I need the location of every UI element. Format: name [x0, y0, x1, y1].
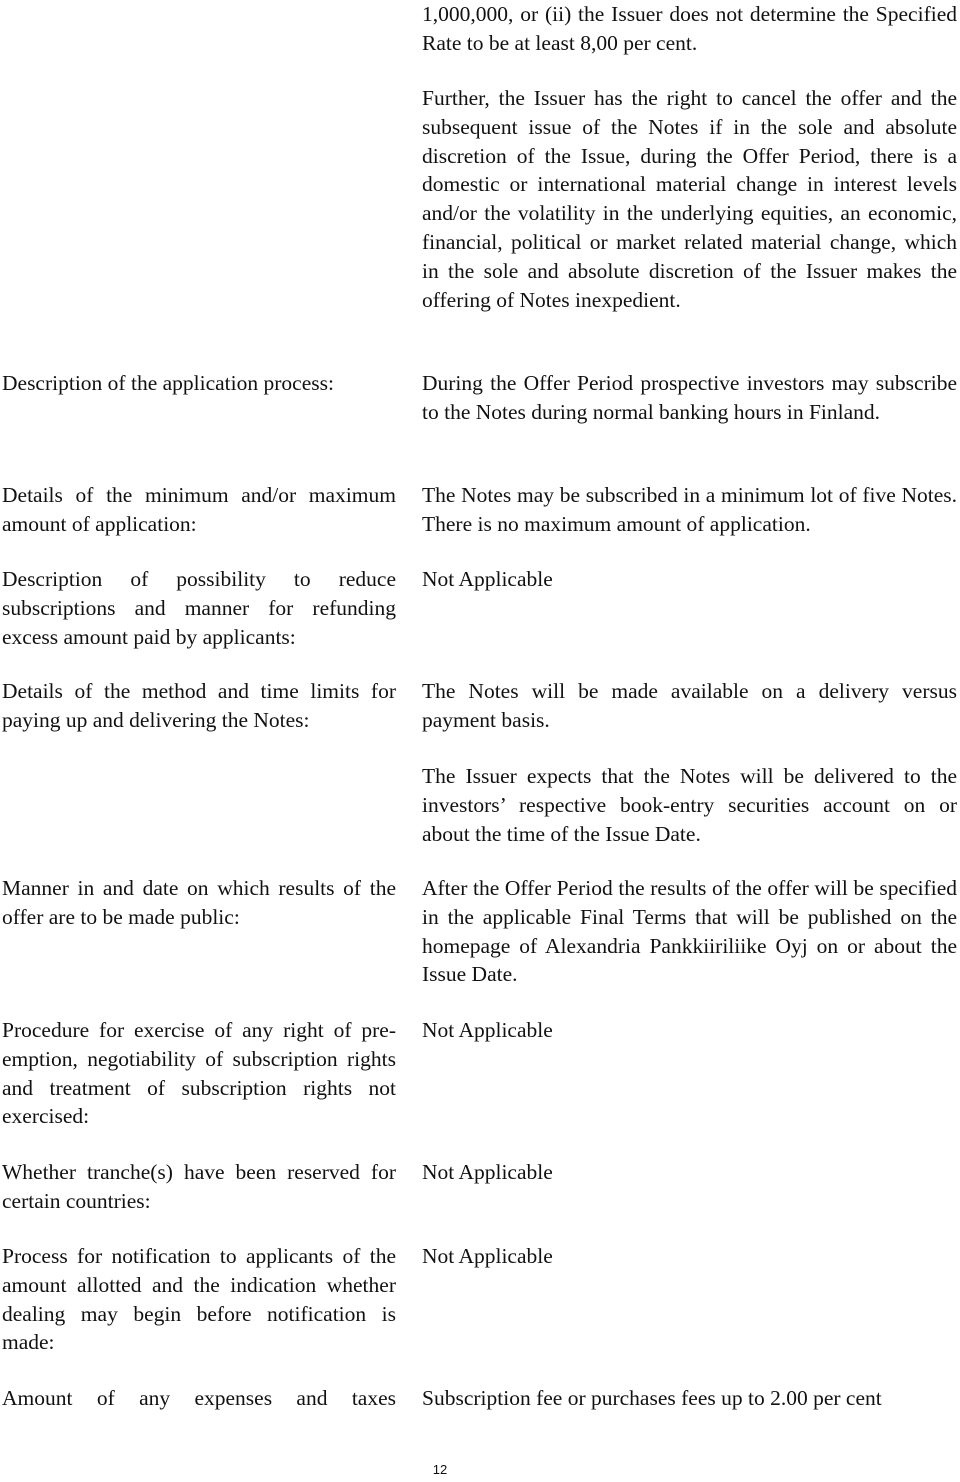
tranches-reserved-value: Not Applicable	[422, 1160, 553, 1184]
results-public-label: Manner in and date on which results of the offer are to be made public:	[2, 876, 396, 929]
application-process-label: Description of the application process:	[2, 371, 334, 395]
expenses-taxes-value: Subscription fee or purchases fees up to 2.00 per cent	[422, 1386, 882, 1410]
notification-process-value: Not Applicable	[422, 1244, 553, 1268]
reduce-subscriptions-label: Description of possibility to reduce subscriptions and manner for refunding excess amount paid by applicants:	[2, 567, 396, 649]
application-process-value: During the Offer Period prospective investors may subscribe to the Notes during normal banking hours in Finland.	[422, 371, 957, 424]
tranches-reserved-label: Whether tranche(s) have been reserved for certain countries:	[2, 1160, 396, 1213]
min-max-application-value: The Notes may be subscribed in a minimum lot of five Notes. There is no maximum amount of application.	[422, 483, 957, 536]
expenses-taxes-label: Amount of any expenses and taxes	[2, 1386, 396, 1410]
min-max-application-label: Details of the minimum and/or maximum amount of application:	[2, 483, 396, 536]
page-number: 12	[432, 1462, 448, 1477]
payment-delivery-label: Details of the method and time limits for paying up and delivering the Notes:	[2, 679, 396, 732]
notification-process-label: Process for notification to applicants of the amount allotted and the indication whether dealing may begin before notification is made:	[2, 1244, 396, 1355]
results-public-value: After the Offer Period the results of the offer will be specified in the applicable Final Terms that will be published on the homepage of Alexandria Pankkiiriliike Oyj on or about the Issue Date.	[422, 876, 957, 987]
continuation-paragraph: 1,000,000, or (ii) the Issuer does not determine the Specified Rate to be at least 8,00 per cent.	[422, 2, 957, 55]
reduce-subscriptions-value: Not Applicable	[422, 567, 553, 591]
payment-delivery-value-2: The Issuer expects that the Notes will be delivered to the investors’ respective book-entry securities account on or about the time of the Issue Date.	[422, 764, 957, 846]
cancellation-paragraph: Further, the Issuer has the right to cancel the offer and the subsequent issue of the Notes if in the sole and absolute discretion of the Issue, during the Offer Period, there is a domestic or international material change in interest levels and/or the volatility in the underlying equities, an economic, financial, political or market related material change, which in the sole and absolute discretion of the Issuer makes the offering of Notes inexpedient.	[422, 86, 957, 312]
payment-delivery-value: The Notes will be made available on a delivery versus payment basis.	[422, 679, 957, 732]
pre-emption-value: Not Applicable	[422, 1018, 553, 1042]
pre-emption-label: Procedure for exercise of any right of pre-emption, negotiability of subscription rights and treatment of subscription rights not exercised:	[2, 1018, 396, 1129]
